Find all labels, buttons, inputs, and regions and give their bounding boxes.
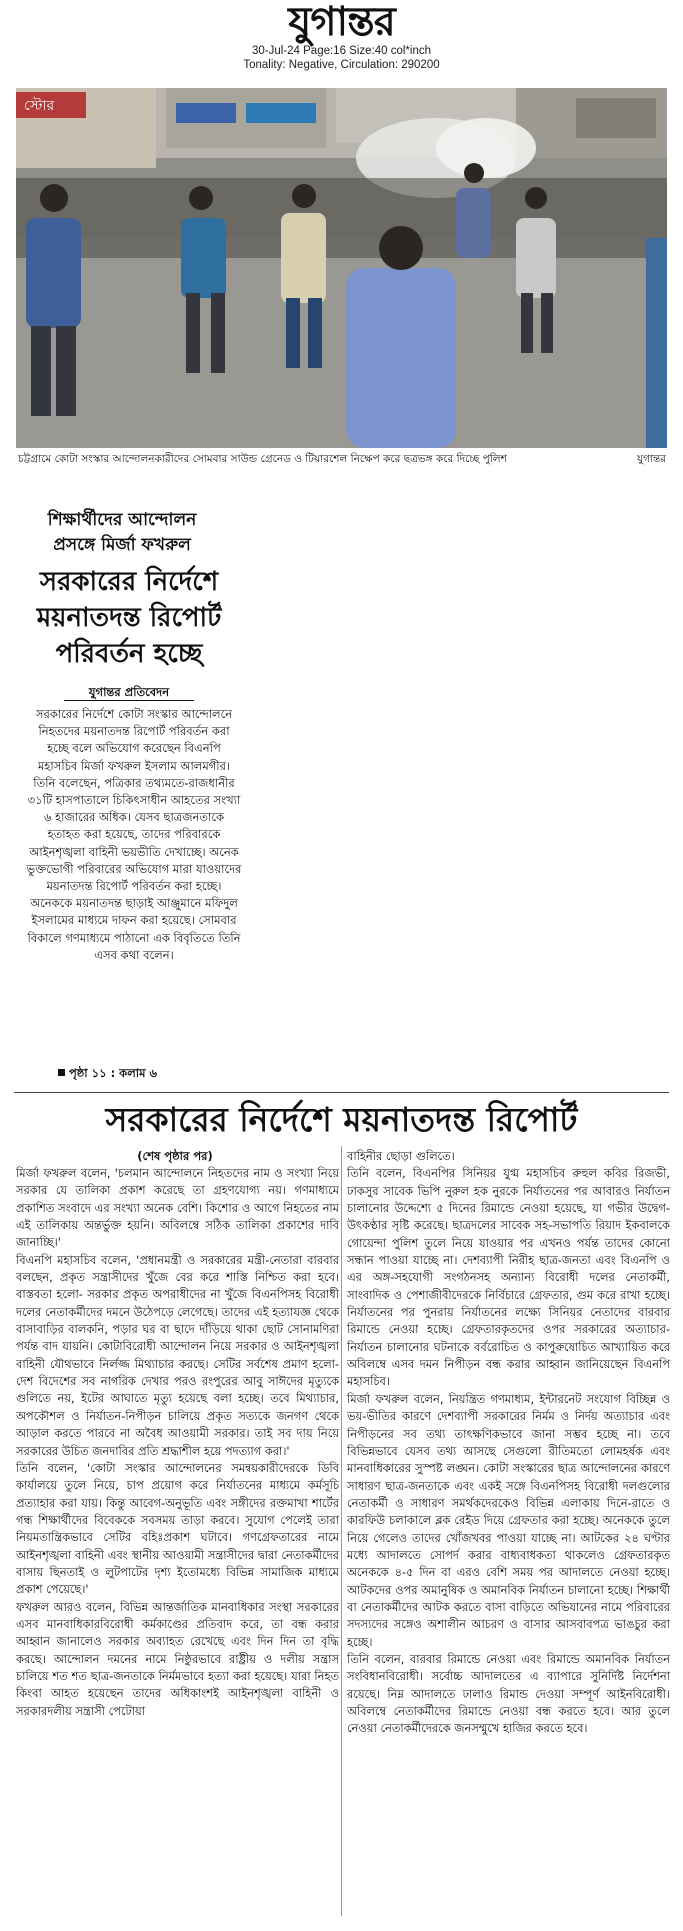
reporter-byline: যুগান্তর প্রতিবেদন <box>64 684 194 701</box>
lead-kicker <box>22 508 222 558</box>
headline-line-1: সরকারের নির্দেশে <box>39 567 219 597</box>
paragraph: মির্জা ফখরুল বলেন, নিয়ন্ত্রিত গণমাধ্যম, ইন্টারনেট সংযোগ বিচ্ছিন্ন ও ভয়-ভীতির কারণে দেশব্যাপী সরকারের নির্মম ও নির্দয় অত্যাচার এবং নিপীড়নের সব তথ্য তাৎক্ষণিকভাবে জানা সম্ভব হচ্ছে না। তবে বিভিন্নভাবে যেসব তথ্য আসছে সেগুলো রীতিমতো লোমহর্ষক এবং মানবাধিকারের সুস্পষ্ট লঙ্ঘন। কোটা সংস্কারের ছাত্র আন্দোলনের কারণে সাধারণ ছাত্র-জনতাকে এবং একই সঙ্গে বিএনপিসহ বিরোধী দলগুলোর নেতাকর্মী ও সাধারণ সমর্থকদেরকেও বিভিন্ন এলাকায় দিনে-রাতে ও কারফিউ চলাকালে ব্লক রেইড দিয়ে গ্রেফতার করা হচ্ছে। অনেককে তুলে নিয়ে গেলেও তাদের খোঁজখবর পাওয়া যাচ্ছে না। আটকের ২৪ ঘণ্টার মধ্যে আদালতে সোপর্দ করার বাধ্যবাধকতা থাকলেও গ্রেফতারকৃত অনেককে ৪-৫ দিন বা এরও বেশি সময় পর আদালতে নেওয়া হচ্ছে। আটকদের ওপর অমানুষিক ও অমানবিক নির্যাতন চালানো হচ্ছে। শিক্ষার্থী বা নেতাকর্মীদের আটক করতে বাসা বাড়িতে অভিযানের নামে পরিবারের সদস্যদের সঙ্গেও অশালীন আচরণ ও বাসার আসবাবপত্র ভাঙচুর করা হচ্ছে। <box>347 1391 670 1649</box>
masthead <box>0 0 683 86</box>
paragraph: তিনি বলেন, বিএনপির সিনিয়র যুগ্ম মহাসচিব রুহুল কবির রিজভী, ঢাকসুর সাবেক ভিপি নুরুল হক নুরকে নির্যাতনের পর আবারও নির্যাতন চালানোর উদ্দেশ্যে ৫ দিনের রিমান্ডে নেওয়া হয়েছে, যা গভীর উদ্বেগ-উৎকণ্ঠার সৃষ্টি করেছে। ছাত্রদলের সাবেক সহ-সভাপতি রিয়াদ ইকবালকে গোয়েন্দা পুলিশ তুলে নিয়ে যাওয়ার পর এখনও পর্যন্ত তাদের কোনো সন্ধান পাওয়া যাচ্ছে না। দেশব্যাপী নিরীহ ছাত্র-জনতা এবং বিএনপি ও এর অঙ্গ-সহযোগী সংগঠনসহ অন্যান্য বিরোধী দলের নেতাকর্মী, সাংবাদিক ও পেশাজীবীদেরকে নির্বিচারে গ্রেফতার, গুম করে রাখা হচ্ছে। নির্যাতনের পর পুনরায় নির্যাতনের লক্ষ্যে সিনিয়র নেতাদের বারবার রিমান্ডে নেওয়া হচ্ছে। গ্রেফতারকৃতদের ওপর সরকারের অত্যাচার-নির্যাতন চালানোর ঘটনাকে বর্বরোচিত ও কাপুরুষোচিত আখ্যায়িত করে অবিলম্বে এসব দমন নিপীড়ন বন্ধ করার আহ্বান জানিয়েছেন বিএনপি মহাসচিব। <box>347 1166 670 1389</box>
kicker-line-2: প্রসঙ্গে মির্জা ফখরুল <box>53 535 191 555</box>
clipping-meta-date-page: 30-Jul-24 Page:16 Size:40 col*inch <box>251 45 431 57</box>
paragraph: ফখরুল আরও বলেন, বিভিন্ন আন্তর্জাতিক মানবাধিকার সংস্থা সরকারের এসব মানবাধিকারবিরোধী কর্মকাণ্ডের প্রতিবাদ করে, তা বন্ধ করার আহ্বান জানালেও সরকার অব্যাহত রেখেছে এবং দিন দিন তা বৃদ্ধি করছে। আন্দোলন দমনের নামে নিষ্ঠুরভাবে রাষ্ট্রীয় ও দলীয় সন্ত্রাস চালিয়ে শত শত ছাত্র-জনতাকে নির্মমভাবে হত্যা করা হয়েছে। যারা নিহত কিংবা আহত হয়েছেন তাদের অধিকাংশই আইনশৃঙ্খলা বাহিনী ও সরকারদলীয় সন্ত্রাসী পেটোয়া <box>16 1599 339 1718</box>
lead-headline <box>14 564 244 672</box>
jump-reference <box>58 1065 157 1084</box>
column-separator <box>341 1146 342 1916</box>
photo-caption <box>18 452 666 467</box>
continued-from-label: (শেষ পৃষ্ঠার পর) <box>137 1149 213 1163</box>
continuation-banner-headline: সরকারের নির্দেশে ময়নাতদন্ত রিপোর্ট <box>105 1100 578 1139</box>
paragraph: তিনি বলেন, বারবার রিমান্ডে নেওয়া এবং রিমান্ডে অমানবিক নির্যাতন সংবিধানবিরোধী। সর্বোচ্চ আদালতের এ ব্যাপারে সুনির্দিষ্ট নির্দেশনা রয়েছে। নিম্ন আদালতে ঢালাও রিমান্ড দেওয়া সম্পূর্ণ আইনবিরোধী। অবিলম্বে নেতাকর্মীদের রিমান্ডে নেওয়া বন্ধ করতে হবে। আর তুলে নেওয়া নেতাকর্মীদেরকে জনসম্মুখে হাজির করতে হবে। <box>347 1651 670 1736</box>
newspaper-logo: যুগান্তর <box>288 0 395 45</box>
shop-sign-text: স্টোর <box>24 98 55 114</box>
paragraph: মির্জা ফখরুল বলেন, 'চলমান আন্দোলনে নিহতদের নাম ও সংখ্যা নিয়ে সরকার যে তালিকা প্রকাশ করেছে তা গ্রহণযোগ্য নয়। গণমাধ্যমে প্রকাশিত সংবাদে এর সংখ্যা অনেক বেশি। কিশোর ও আগে নিহতের নাম এই তালিকায় অন্তর্ভুক্ত হয়নি। অবিলম্বে সঠিক তালিকা প্রকাশের দাবি জানাচ্ছি।' <box>16 1166 339 1250</box>
continuation-column-right <box>347 1148 670 1738</box>
paragraph: তিনি বলেন, 'কোটা সংস্কার আন্দোলনের সমন্বয়কারীদেরকে ডিবি কার্যালয়ে তুলে নিয়ে, চাপ প্রয়োগ করে নির্যাতনের মাধ্যমে কর্মসূচি প্রত্যাহার করা যায়। কিন্তু আবেগ-অনুভূতি এবং সঙ্গীদের রক্তমাখা শার্টের গন্ধ শিক্ষার্থীদের বিবেককে সবসময় তাড়া করবে। সুযোগ পেলেই তারা নিয়মতান্ত্রিকভাবে সেটির বহিঃপ্রকাশ ঘটাবে। গণগ্রেফতারের নামে আইনশৃঙ্খলা বাহিনী এবং স্থানীয় আওয়ামী সন্ত্রাসীদের দ্বারা নেতাকর্মীদের বাসায় ছিনতাই ও লুটপাটের দৃশ্য ইতোমধ্যে বিভিন্ন সামাজিক মাধ্যমে প্রকাশ পেয়েছে।' <box>16 1460 339 1597</box>
photo-credit: যুগান্তর <box>637 453 666 465</box>
paragraph: বিএনপি মহাসচিব বলেন, 'প্রধানমন্ত্রী ও সরকারের মন্ত্রী-নেতারা বারবার বলছেন, প্রকৃত সন্ত্রাসীদের খুঁজে বের করে শাস্তি নিশ্চিত করা হবে। বাস্তবতা হলো- সরকার প্রকৃত অপরাধীদের না খুঁজে বিএনপিসহ বিরোধী দলের নেতাকর্মীদের দমনে উঠেপড়ে লেগেছে। তাদের এই হত্যাযজ্ঞ থেকে বাসাবাড়ির বালকনি, পড়ার ঘর বা ছাদে দাঁড়িয়ে থাকা ছোট সোনামণিরা পর্যন্ত বাদ যায়নি। কোটাবিরোধী আন্দোলন নিয়ে সরকার ও আইনশৃঙ্খলা বাহিনী যৌথভাবে নির্লজ্জ মিথ্যাচার করছে। সেটির সর্বশেষ প্রমাণ হলো-দেশ বিদেশের সব নাগরিক দেখার পরও রংপুরের আবু সাঈদের মৃত্যুকে গুলিতে নয়, ইটের আঘাতে মৃত্যু হয়েছে বলা হচ্ছে। তবে মিথ্যাচার, অপকৌশল ও নির্যাতন-নিপীড়ন চালিয়ে প্রকৃত সত্যকে জনগণ থেকে আড়াল করতে পারবে না অবৈধ আওয়ামী সরকার। তাই সব দায় নিয়ে সরকারের উচিত জনদাবির প্রতি শ্রদ্ধাশীল হয়ে পদত্যাগ করা।' <box>16 1252 339 1458</box>
kicker-line-1: শিক্ষার্থীদের আন্দোলন <box>47 510 197 530</box>
paragraph: বাহিনীর ছোড়া গুলিতে। <box>347 1149 455 1163</box>
jump-reference-text: পৃষ্ঠা ১১ : কলাম ৬ <box>69 1066 157 1080</box>
continuation-column-left <box>16 1165 339 1720</box>
headline-line-3: পরিবর্তন হচ্ছে <box>55 639 203 669</box>
clipping-meta-tonality: Tonality: Negative, Circulation: 290200 <box>243 59 440 71</box>
lead-body-text: সরকারের নির্দেশে কোটা সংস্কার আন্দোলনে নিহতদের ময়নাতদন্ত রিপোর্ট পরিবর্তন করা হচ্ছে বলে অভিযোগ করেছেন বিএনপি মহাসচিব মির্জা ফখরুল ইসলাম আলমগীর। তিনি বলেছেন, পত্রিকার তথ্যমতে-রাজধানীর ৩১টি হাসপাতালে চিকিৎসাধীন আহতের সংখ্যা ৬ হাজারের অধিক। যেসব ছাত্রজনতাকে হতাহত করা হয়েছে, তাদের পরিবারকে আইনশৃঙ্খলা বাহিনী ভয়ভীতি দেখাচ্ছে। অনেক ভুক্তভোগী পরিবারের অভিযোগ মারা যাওয়াদের ময়নাতদন্ত রিপোর্ট পরিবর্তন করা হচ্ছে। অনেককে ময়নাতদন্ত ছাড়াই আঞ্জুমানে মফিদুল ইসলামের মাধ্যমে দাফন করা হয়েছে। সোমবার বিকালে গণমাধ্যমে পাঠানো এক বিবৃতিতে তিনি এসব কথা বলেন। <box>26 707 242 962</box>
section-divider <box>14 1092 669 1093</box>
photo-caption-text: চট্টগ্রামে কোটা সংস্কার আন্দোলনকারীদের সোমবার সাউন্ড গ্রেনেড ও টিয়ারশেল নিক্ষেপ করে ছত্রভঙ্গ করে দিচ্ছে পুলিশ <box>18 453 507 465</box>
headline-line-2: ময়নাতদন্ত রিপোর্ট <box>36 603 222 633</box>
news-photo <box>16 88 667 448</box>
square-bullet-icon <box>58 1069 65 1076</box>
